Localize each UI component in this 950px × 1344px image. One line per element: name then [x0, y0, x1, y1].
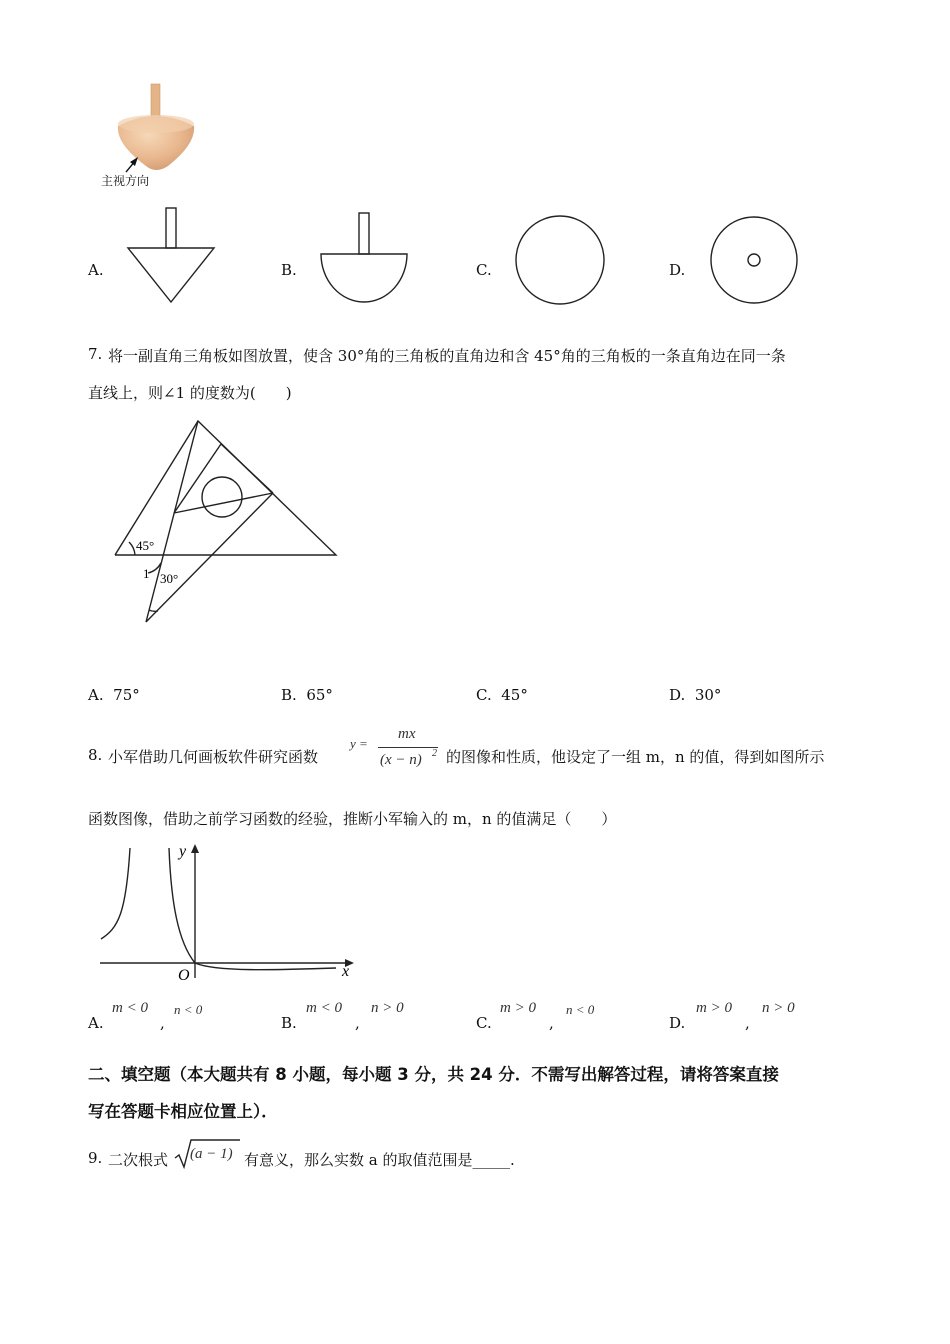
- radicand-text: a − 1: [195, 1146, 228, 1162]
- option-letter: A.: [88, 686, 104, 704]
- q8-option-d[interactable]: [669, 1000, 849, 1034]
- q6-option-d-letter: D.: [669, 261, 686, 279]
- triangle-hole: [202, 477, 242, 517]
- q6-option-a-letter: A.: [88, 261, 104, 279]
- option-value: 45°: [501, 686, 528, 704]
- origin-label: O: [178, 967, 190, 984]
- q9-text-before: 二次根式: [108, 1151, 169, 1169]
- option-separator: ,: [355, 1014, 360, 1032]
- q8-function-graph: [96, 842, 366, 982]
- option-m-condition: m < 0: [306, 1000, 342, 1016]
- q9-number: 9.: [88, 1149, 103, 1167]
- angle-1-label: 1: [143, 566, 150, 581]
- option-letter: C.: [476, 1014, 492, 1032]
- q9-text-after: 有意义，那么实数 a 的取值范围是_____.: [244, 1151, 515, 1169]
- option-separator: ,: [160, 1014, 165, 1032]
- q8-option-b[interactable]: [281, 1000, 461, 1034]
- q6-option-d-figure: [709, 216, 801, 306]
- angle-30-label: 30°: [160, 571, 179, 586]
- option-m-condition: m < 0: [112, 1000, 148, 1016]
- option-letter: D.: [669, 686, 686, 704]
- option-value: 75°: [113, 686, 140, 704]
- q8-formula-denominator: (x − n): [380, 752, 422, 768]
- option-letter: B.: [281, 1014, 297, 1032]
- view-direction-caption: 主视方向: [101, 174, 150, 188]
- q6-option-a-figure: [125, 207, 217, 305]
- section-2-heading-line2: 写在答题卡相应位置上）．: [88, 1102, 278, 1121]
- q7-option-c[interactable]: [476, 686, 528, 704]
- q7-triangle-figure: [110, 415, 350, 630]
- q6-option-b-letter: B.: [281, 261, 297, 279]
- q8-formula-exponent: 2: [432, 748, 437, 759]
- curve-right-branch: [169, 848, 336, 970]
- option-letter: B.: [281, 686, 297, 704]
- triangle-30-left-edge: [146, 421, 198, 622]
- q7-option-d[interactable]: [669, 686, 721, 704]
- q6-option-c-letter: C.: [476, 261, 492, 279]
- option-letter: C.: [476, 686, 492, 704]
- option-value: 30°: [694, 686, 722, 704]
- q8-fraction-bar: [378, 747, 438, 748]
- option-n-condition: n < 0: [174, 1002, 203, 1017]
- axis-label-x: x: [342, 963, 350, 980]
- option-letter: D.: [669, 1014, 686, 1032]
- option-letter: A.: [88, 1014, 104, 1032]
- option-n-condition: n < 0: [566, 1002, 595, 1017]
- q8-number: 8.: [88, 746, 103, 764]
- q8-formula-numerator: mx: [398, 726, 416, 742]
- q8-text-line2: 函数图像，借助之前学习函数的经验，推断小军输入的 m，n 的值满足（ ）: [88, 810, 617, 828]
- angle-45-label: 45°: [136, 538, 155, 553]
- q7-option-a[interactable]: [88, 686, 140, 704]
- spinning-top-photo: [110, 80, 220, 180]
- section-2-heading-line1: 二、填空题（本大题共有 8 小题，每小题 3 分，共 24 分．不需写出解答过程，请将答案直接: [88, 1065, 779, 1084]
- option-separator: ,: [745, 1014, 750, 1032]
- q8-formula-lhs: y =: [350, 736, 368, 751]
- axis-label-y: y: [179, 843, 187, 860]
- option-separator: ,: [549, 1014, 554, 1032]
- q7-text-line2: 直线上，则∠1 的度数为( ): [88, 384, 292, 402]
- q8-option-a[interactable]: [88, 1000, 268, 1034]
- q7-text-line1: 将一副直角三角板如图放置，使含 30°角的三角板的直角边和含 45°角的三角板的一条直角边在同一条: [108, 347, 786, 365]
- option-n-condition: n > 0: [762, 1000, 795, 1016]
- q8-option-c[interactable]: [476, 1000, 656, 1034]
- q6-option-c-figure: [514, 214, 606, 306]
- q7-number: 7.: [88, 345, 103, 363]
- triangle-45: [115, 421, 336, 555]
- curve-left-branch: [101, 848, 130, 939]
- q7-option-b[interactable]: [281, 686, 333, 704]
- q6-option-b-figure: [318, 212, 410, 306]
- option-m-condition: m > 0: [500, 1000, 536, 1016]
- option-m-condition: m > 0: [696, 1000, 732, 1016]
- q8-text-after: 的图像和性质，他设定了一组 m，n 的值，得到如图所示: [446, 748, 825, 766]
- q9-radicand: (a − 1): [190, 1146, 233, 1162]
- q8-text-before: 小军借助几何画板软件研究函数: [108, 748, 319, 766]
- option-value: 65°: [306, 686, 333, 704]
- option-n-condition: n > 0: [371, 1000, 404, 1016]
